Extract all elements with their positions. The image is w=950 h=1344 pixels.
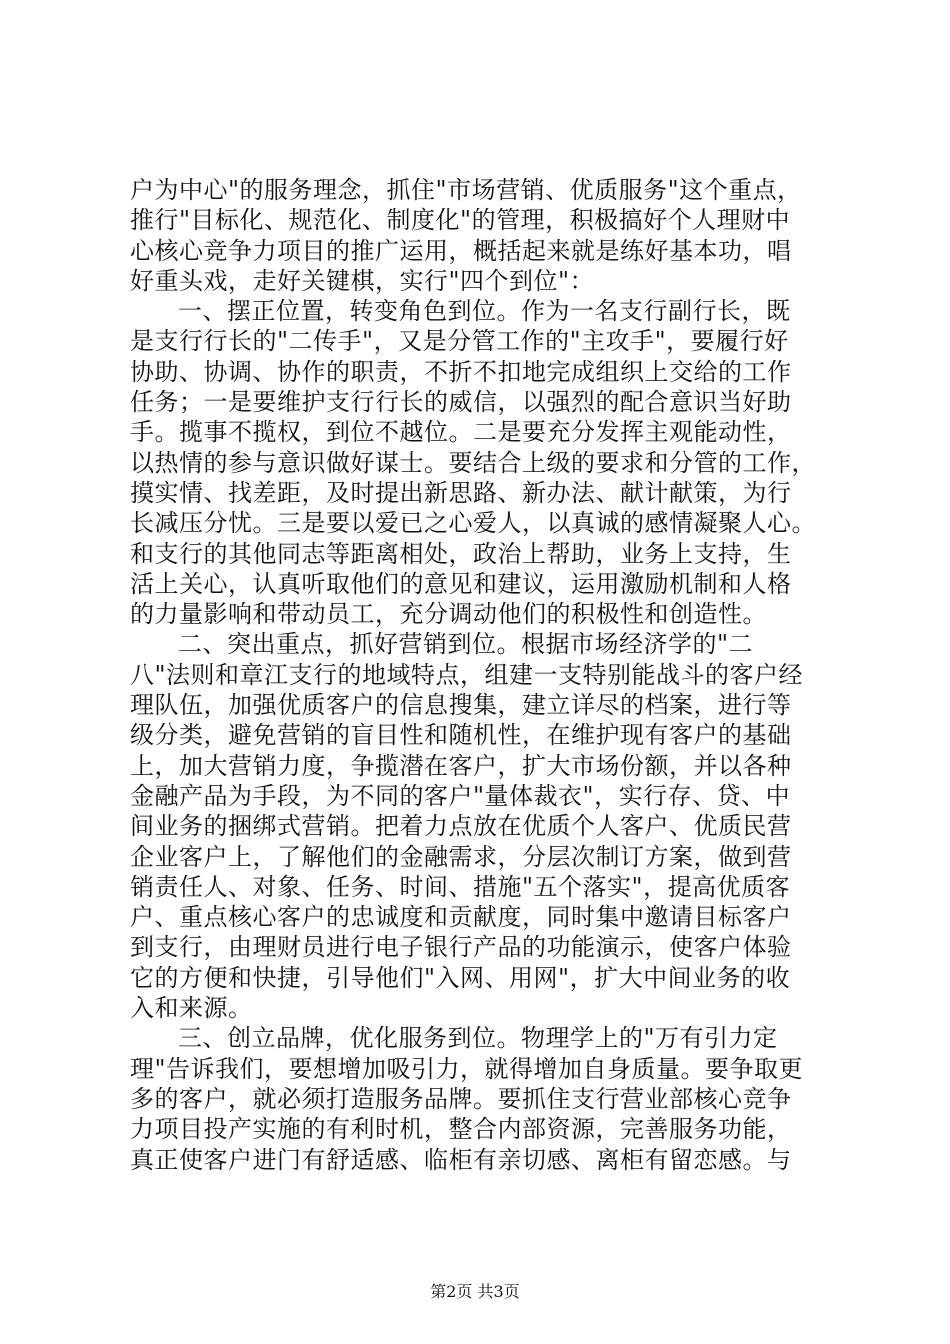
text-line: 八"法则和章江支行的地域特点，组建一支特别能战斗的客户经 xyxy=(130,660,804,689)
text-line: 它的方便和快捷，引导他们"入网、用网"，扩大中间业务的收 xyxy=(130,963,791,992)
text-line: 好重头戏，走好关键棋，实行"四个到位"： xyxy=(130,266,595,295)
text-line: 手。揽事不揽权，到位不越位。二是要充分发挥主观能动性， xyxy=(130,418,792,447)
text-line: 户为中心"的服务理念，抓住"市场营销、优质服务"这个重点， xyxy=(130,176,802,204)
text-line: 户、重点核心客户的忠诚度和贡献度，同时集中邀请目标客户 xyxy=(130,903,792,932)
text-line: 理"告诉我们，要想增加吸引力，就得增加自身质量。要争取更 xyxy=(130,1054,804,1083)
text-line: 级分类，避免营销的盲目性和随机性，在维护现有客户的基础 xyxy=(130,721,792,750)
document-body xyxy=(130,175,830,1175)
paragraph-heading-2: 二、突出重点，抓好营销到位。根据市场经济学的"二 xyxy=(178,630,754,659)
text-line: 协助、协调、协作的职责，不折不扣地完成组织上交给的工作 xyxy=(130,357,792,386)
text-line: 销责任人、对象、任务、时间、措施"五个落实"，提高优质客 xyxy=(130,872,791,901)
text-line: 金融产品为手段，为不同的客户"量体裁衣"，实行存、贷、中 xyxy=(130,781,791,810)
text-line: 推行"目标化、规范化、制度化"的管理，积极搞好个人理财中 xyxy=(130,206,791,235)
paragraph-heading-1: 一、摆正位置，转变角色到位。作为一名支行副行长，既 xyxy=(178,297,791,326)
text-line: 心核心竞争力项目的推广运用，概括起来就是练好基本功，唱 xyxy=(130,236,792,265)
text-line: 的力量影响和带动员工，充分调动他们的积极性和创造性。 xyxy=(130,600,767,629)
text-line: 摸实情、找差距，及时提出新思路、新办法、献计献策，为行 xyxy=(130,478,792,507)
text-line: 任务；一是要维护支行行长的威信，以强烈的配合意识当好助 xyxy=(130,388,792,417)
text-line: 到支行，由理财员进行电子银行产品的功能演示，使客户体验 xyxy=(130,933,792,962)
text-line: 多的客户，就必须打造服务品牌。要抓住支行营业部核心竞争 xyxy=(130,1084,792,1113)
text-line: 真正使客户进门有舒适感、临柜有亲切感、离柜有留恋感。与 xyxy=(130,1145,792,1174)
text-line: 和支行的其他同志等距离相处，政治上帮助，业务上支持，生 xyxy=(130,539,792,568)
text-line: 是支行行长的"二传手"，又是分管工作的"主攻手"，要履行好 xyxy=(130,327,789,356)
text-line: 长减压分忧。三是要以爱已之心爱人，以真诚的感情凝聚人心。 xyxy=(130,509,816,538)
text-line: 企业客户上，了解他们的金融需求，分层次制订方案，做到营 xyxy=(130,842,792,871)
text-line: 力项目投产实施的有利时机，整合内部资源，完善服务功能， xyxy=(130,1115,792,1144)
text-line: 活上关心，认真听取他们的意见和建议，运用激励机制和人格 xyxy=(130,569,792,598)
paragraph-heading-3: 三、创立品牌，优化服务到位。物理学上的"万有引力定 xyxy=(178,1024,778,1053)
text-line: 理队伍，加强优质客户的信息搜集，建立详尽的档案，进行等 xyxy=(130,691,792,720)
text-line: 以热情的参与意识做好谋士。要结合上级的要求和分管的工作， xyxy=(130,448,816,477)
page-number-footer: 第2页 共3页 xyxy=(430,1282,520,1301)
text-line: 间业务的捆绑式营销。把着力点放在优质个人客户、优质民营 xyxy=(130,812,792,841)
text-line: 上，加大营销力度，争揽潜在客户，扩大市场份额，并以各种 xyxy=(130,751,792,780)
text-line: 入和来源。 xyxy=(130,994,253,1023)
